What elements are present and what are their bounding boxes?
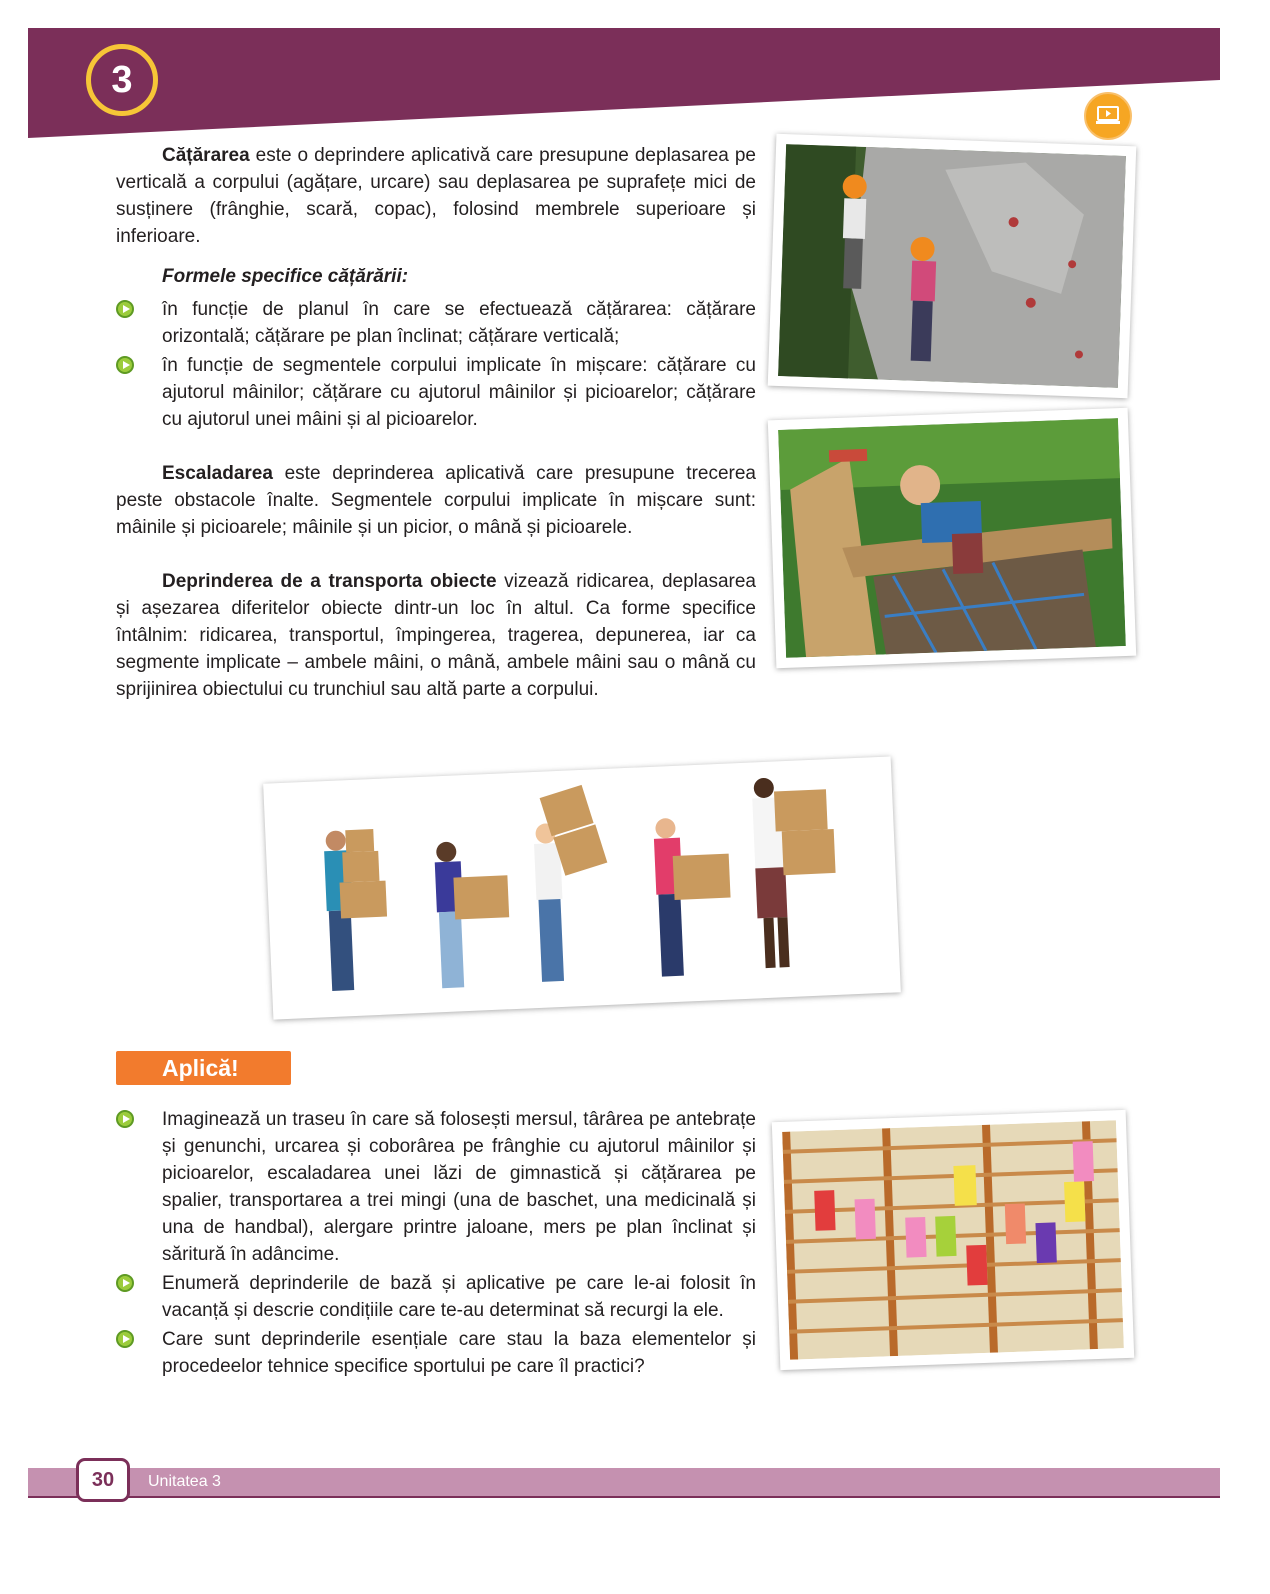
list-item [116, 352, 756, 433]
paragraph-escaladarea [116, 460, 756, 541]
bullet-arrow-icon [116, 300, 134, 318]
list-item-text: Care sunt deprinderile esențiale care stau la baza elementelor și procedeelor tehnice specifice sportului pe care îl practici? [162, 1329, 756, 1377]
list-item [116, 1270, 756, 1324]
bullet-arrow-icon [116, 356, 134, 374]
bullet-arrow-icon [116, 1330, 134, 1348]
forms-heading: Formele specifice cățărării: [162, 266, 409, 287]
term-escaladarea: Escaladarea [162, 463, 273, 484]
photo-carrying-boxes [263, 756, 901, 1019]
list-item [116, 1326, 756, 1380]
photo-playground-net [768, 408, 1136, 668]
text-catararea: este o deprindere aplicativă care presupune deplasarea pe verticală a corpului (agățare, urcare) sau deplasarea pe suprafețe mici de susținere (frânghie, scară, copac), folosind membrele superioare și inferioare. [116, 145, 756, 247]
apply-list [116, 1106, 756, 1380]
paragraph-catararea [116, 142, 756, 250]
photo-climbing-wall [768, 134, 1137, 398]
unit-number-badge [86, 44, 158, 116]
text-transport: vizează ridicarea, deplasarea și așezarea diferitelor obiecte dintr-un loc în altul. Ca forme specifice întâlnim: ridicarea, transportul, împingerea, tragerea, depunerea, iar ca segmente implicate – ambele mâini, o mână, ambele mâini sau o mână cu sprijinirea obiectului cu trunchiul sau altă parte a corpului. [116, 571, 756, 700]
page-number: 30 [76, 1458, 130, 1502]
apply-section-label: Aplică! [116, 1051, 291, 1085]
list-item [116, 296, 756, 350]
list-item-text: în funcție de segmentele corpului implicate în mișcare: cățărare cu ajutorul mâinilor; cățărare cu ajutorul mâinilor și picioarelor; cățărare cu ajutorul unei mâini și al picioarelor. [162, 355, 756, 430]
list-item-text: Imaginează un traseu în care să folosești mersul, târârea pe antebrațe și genunchi, urcarea și coborârea pe frânghie cu ajutorul mâinilor și picioarelor, escaladarea unei lăzi de gimnastică și cățărarea pe spalier, transportarea a trei mingi (una de baschet, una medicinală și una de handbal), alergare printre jaloane, mers pe plan înclinat și săritură în adâncime. [162, 1109, 756, 1265]
list-item-text: în funcție de planul în care se efectuează cățărarea: cățărare orizontală; cățărare pe plan înclinat; cățărare verticală; [162, 299, 756, 347]
forms-list [116, 296, 756, 433]
photo-wall-bars [772, 1110, 1134, 1370]
unit-label: Unitatea 3 [148, 1473, 221, 1490]
footer-line [28, 1496, 1220, 1498]
digital-lesson-icon[interactable] [1084, 92, 1132, 140]
list-item-text: Enumeră deprinderile de bază și aplicative pe care le-ai folosit în vacanță și descrie condițiile care te-au determinat să recurgi la ele. [162, 1273, 756, 1321]
bullet-arrow-icon [116, 1110, 134, 1128]
text-escaladarea: este deprinderea aplicativă care presupune trecerea peste obstacole înalte. Segmentele corpului implicate în mișcare sunt: mâinile și picioarele; mâinile și un picior, o mână și picioarele. [116, 463, 756, 538]
bullet-arrow-icon [116, 1274, 134, 1292]
term-transport: Deprinderea de a transporta obiecte [162, 571, 497, 592]
header-band [28, 28, 1220, 138]
term-catararea: Cățărarea [162, 145, 250, 166]
list-item [116, 1106, 756, 1268]
paragraph-transport [116, 568, 756, 703]
unit-number: 3 [111, 58, 133, 101]
